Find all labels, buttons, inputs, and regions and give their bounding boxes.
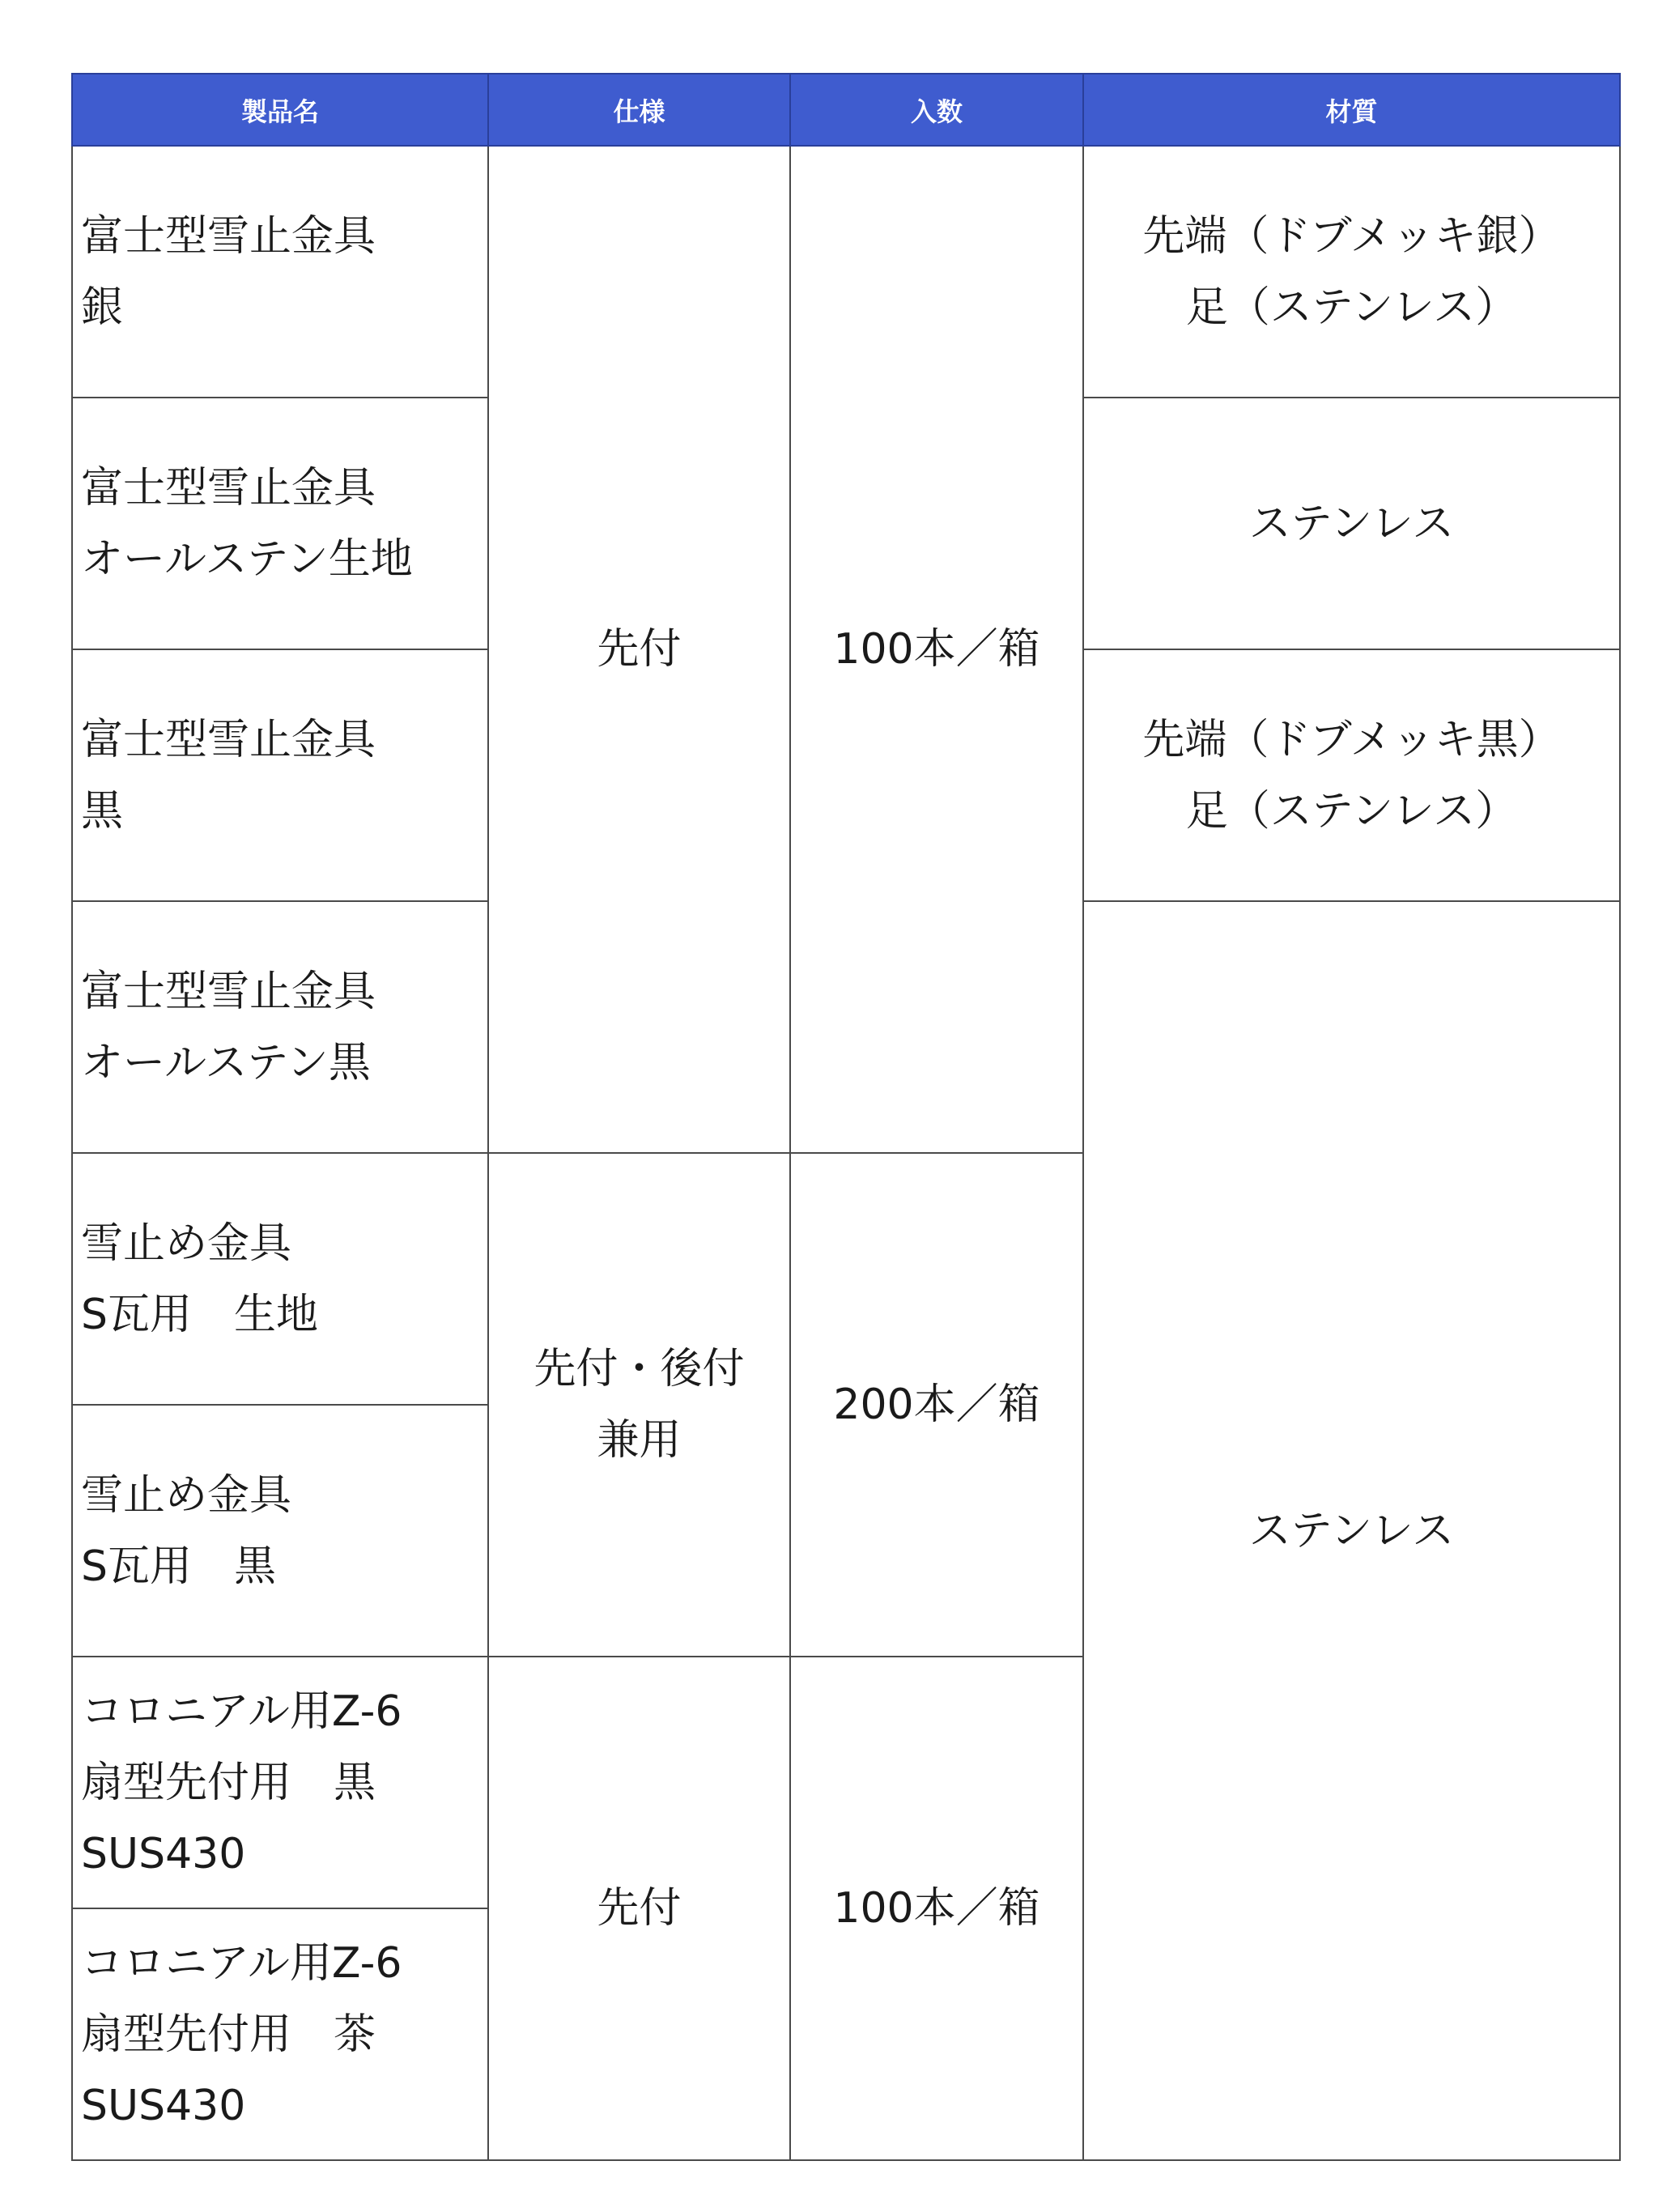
quantity-line: 200本／箱	[833, 1380, 1040, 1429]
product-name-cell	[72, 146, 488, 398]
header-quantity: 入数	[790, 74, 1083, 146]
material-line: 先端（ドブメッキ銀）	[1142, 211, 1561, 261]
product-name-line: 富士型雪止金具	[81, 715, 376, 764]
product-name-cell	[72, 649, 488, 901]
spec-cell	[488, 1657, 790, 2160]
product-name-line: コロニアル用Z-6	[81, 1687, 402, 1736]
spec-line: 兼用	[597, 1416, 682, 1465]
product-name-line: 雪止め金具	[81, 1219, 292, 1268]
table-row	[72, 146, 1620, 398]
spec-line: 先付・後付	[534, 1345, 745, 1393]
quantity-cell	[790, 1153, 1083, 1657]
header-row	[72, 74, 1620, 146]
product-name-line: 雪止め金具	[81, 1470, 292, 1520]
material-line: 足（ステンレス）	[1185, 786, 1518, 836]
quantity-line: 100本／箱	[833, 625, 1040, 674]
product-name-line: SUS430	[81, 1829, 246, 1878]
product-name-cell	[72, 1153, 488, 1405]
product-name-line: 扇型先付用 茶	[81, 2010, 376, 2059]
product-name-line: S瓦用 生地	[81, 1290, 319, 1339]
product-name-cell	[72, 1657, 488, 1908]
product-name-line: オールステン生地	[81, 534, 413, 584]
product-name-line: SUS430	[81, 2081, 246, 2130]
product-name-line: 扇型先付用 黒	[81, 1758, 376, 1807]
material-line: 先端（ドブメッキ黒）	[1142, 715, 1561, 764]
material-cell	[1083, 649, 1620, 901]
product-name-cell	[72, 901, 488, 1153]
material-line: ステンレス	[1248, 1506, 1455, 1555]
quantity-cell	[790, 146, 1083, 1153]
product-spec-table	[71, 73, 1621, 2161]
product-name-line: 富士型雪止金具	[81, 211, 376, 261]
product-name-line: コロニアル用Z-6	[81, 1938, 402, 1988]
product-name-line: オールステン黒	[81, 1038, 371, 1087]
header-product-name: 製品名	[72, 74, 488, 146]
material-merged-cell	[1083, 901, 1620, 2160]
spec-cell	[488, 1153, 790, 1657]
product-name-line: S瓦用 黒	[81, 1542, 277, 1591]
product-name-line: 黒	[81, 786, 124, 836]
header-specification: 仕様	[488, 74, 790, 146]
spec-cell	[488, 146, 790, 1153]
quantity-line: 100本／箱	[833, 1884, 1040, 1933]
material-line: ステンレス	[1248, 499, 1455, 548]
product-name-cell	[72, 1908, 488, 2160]
material-line: 足（ステンレス）	[1185, 283, 1518, 332]
quantity-cell	[790, 1657, 1083, 2160]
material-cell	[1083, 146, 1620, 398]
product-name-cell	[72, 398, 488, 649]
material-cell	[1083, 398, 1620, 649]
header-material: 材質	[1083, 74, 1620, 146]
spec-line: 先付	[597, 625, 682, 674]
product-name-line: 富士型雪止金具	[81, 967, 376, 1016]
product-name-line: 銀	[81, 283, 124, 332]
spec-line: 先付	[597, 1884, 682, 1933]
product-name-line: 富士型雪止金具	[81, 463, 376, 513]
product-name-cell	[72, 1405, 488, 1657]
